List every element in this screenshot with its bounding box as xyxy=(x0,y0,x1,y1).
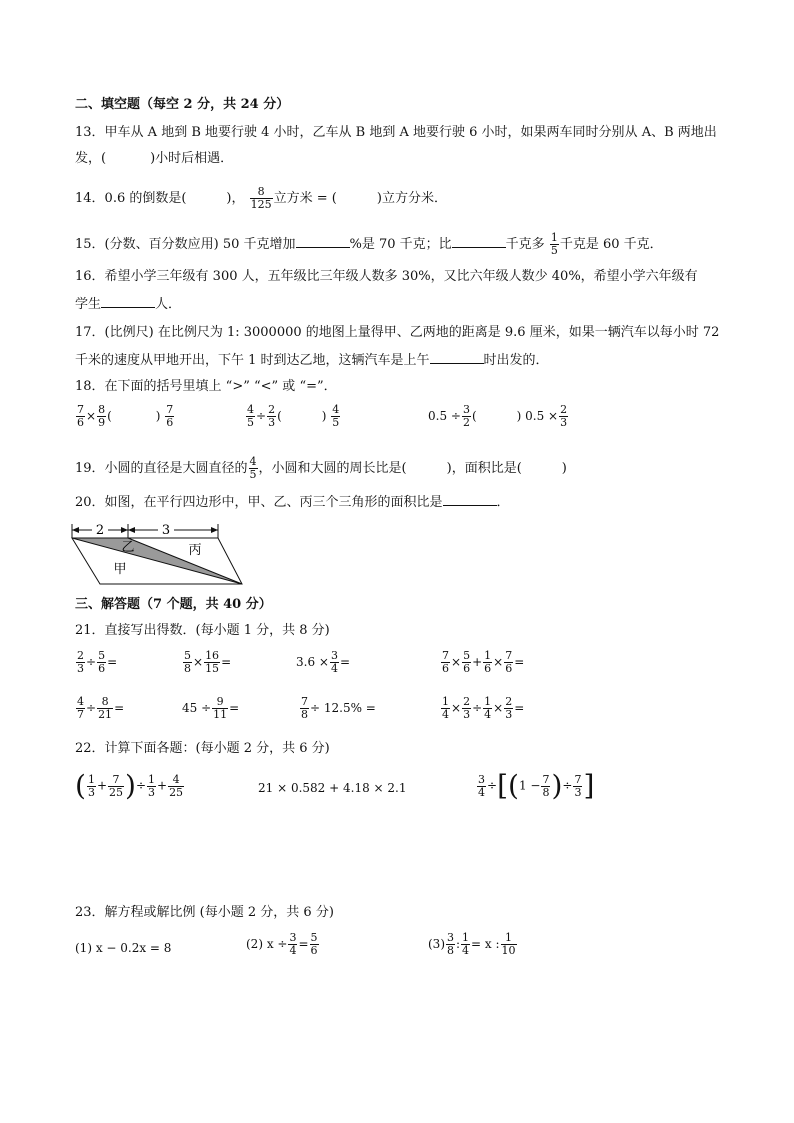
q19: 19．小圆的直径是大圆直径的 $\frac{4}{5}$ ，小圆和大圆的周长比是( )，面积比是( ) xyxy=(75,455,567,481)
q23-problem-2: (2) x ÷ $\frac{3}{4}$ = $\frac{5}{6}$ xyxy=(246,931,318,957)
q17-line2: 千米的速度从甲地开出，下午 1 时到达乙地，这辆汽车是上午 时出发的． xyxy=(75,353,549,368)
q18-stem: 18．在下面的括号里填上 “>” “<” 或 “=”． xyxy=(75,379,337,394)
q22-problem-3: $\frac{3}{4}$ ÷[(1 − $\frac{7}{8}$ )÷ $\frac{7}{3}$ ] xyxy=(478,769,595,802)
q22-problem-2: 21 × 0.582 + 4.18 × 2.1 xyxy=(258,781,407,795)
q21-r2c4: $\frac{1}{4}$ × $\frac{2}{3}$ ÷ $\frac{1}{4}$ × $\frac{2}{3}$ = xyxy=(442,695,525,721)
q22-problem-1: ( $\frac{1}{3}$ + $\frac{7}{25}$ )÷ $\frac{1}{3}$ + $\frac{4}{25}$ xyxy=(75,769,184,802)
q15: 15．(分数、百分数应用) 50 千克增加 %是 70 千克；比 千克多 $\frac{1}{5}$ 千克是 60 千克． xyxy=(75,231,663,257)
q16-line2: 学生 人． xyxy=(75,297,182,312)
q16-line1: 16．希望小学三年级有 300 人，五年级比三年级人数多 30%，又比六年级人数少 40%，希望小学六年级有 xyxy=(75,269,698,284)
q19-fraction: $\frac{4}{5}$ xyxy=(249,455,257,481)
q15-blank-1 xyxy=(296,247,350,248)
q21-r1c2: $\frac{5}{8}$ × $\frac{16}{15}$ = xyxy=(184,649,232,675)
q17-blank xyxy=(430,363,484,364)
label-2: 2 xyxy=(95,523,105,538)
q15-fraction: $\frac{1}{5}$ xyxy=(550,231,558,257)
q14-fraction: $\frac{8}{125}$ xyxy=(250,185,272,211)
label-jia: 甲 xyxy=(113,562,127,577)
label-bing: 丙 xyxy=(188,543,202,558)
q21-r1c4: $\frac{7}{6}$ × $\frac{5}{6}$ + $\frac{1}{6}$ × $\frac{7}{6}$ = xyxy=(442,649,525,675)
q21-r2c1: $\frac{4}{7}$ ÷ $\frac{8}{21}$ = xyxy=(77,695,125,721)
q18-expr-3: 0.5 ÷ $\frac{3}{2}$ ( ) 0.5 × $\frac{2}{3}$ xyxy=(428,403,568,429)
q22-stem: 22．计算下面各题：(每小题 2 分，共 6 分) xyxy=(75,741,330,756)
q21-r2c3: $\frac{7}{8}$ ÷ 12.5% = xyxy=(301,695,376,721)
parallelogram-figure xyxy=(68,518,246,586)
q21-stem: 21．直接写出得数．(每小题 1 分，共 8 分) xyxy=(75,623,330,638)
section-2-title: 二、填空题（每空 2 分，共 24 分） xyxy=(75,97,290,112)
q23-stem: 23．解方程或解比例 (每小题 2 分，共 6 分) xyxy=(75,905,334,920)
label-yi: 乙 xyxy=(121,540,135,555)
q17-line1: 17．(比例尺) 在比例尺为 1: 3000000 的地图上量得甲、乙两地的距离是 9.6 厘米，如果一辆汽车以每小时 72 xyxy=(75,325,720,340)
q18-expr-2: $\frac{4}{5}$ ÷ $\frac{2}{3}$ ( ) $\frac{4}{5}$ xyxy=(247,403,340,429)
q20: 20．如图，在平行四边形中，甲、乙、丙三个三角形的面积比是 ． xyxy=(75,495,510,510)
label-3: 3 xyxy=(161,523,171,538)
q15-blank-2 xyxy=(452,247,506,248)
q23-problem-1: (1) x − 0.2x = 8 xyxy=(75,941,172,955)
q13-line1: 13．甲车从 A 地到 B 地要行驶 4 小时，乙车从 B 地到 A 地要行驶 6 小时，如果两车同时分别从 A、B 两地出 xyxy=(75,125,717,140)
q13-line2: 发，( )小时后相遇． xyxy=(75,151,234,166)
q23-problem-3: (3) $\frac{3}{8}$ : $\frac{1}{4}$ = x : $\frac{1}{10}$ xyxy=(428,931,516,957)
section-3-title: 三、解答题（7 个题，共 40 分） xyxy=(75,597,272,612)
q21-r1c3: 3.6 × $\frac{3}{4}$ = xyxy=(296,649,351,675)
q14: 14．0.6 的倒数是( )， $\frac{8}{125}$ 立方米 = ( )立方分米． xyxy=(75,185,447,211)
q21-r1c1: $\frac{2}{3}$ ÷ $\frac{5}{6}$ = xyxy=(77,649,118,675)
q21-r2c2: 45 ÷ $\frac{9}{11}$ = xyxy=(182,695,240,721)
q20-blank xyxy=(443,505,497,506)
q16-blank xyxy=(101,307,155,308)
q18-expr-1: $\frac{7}{6}$ × $\frac{8}{9}$ ( ) $\frac{7}{6}$ xyxy=(77,403,174,429)
